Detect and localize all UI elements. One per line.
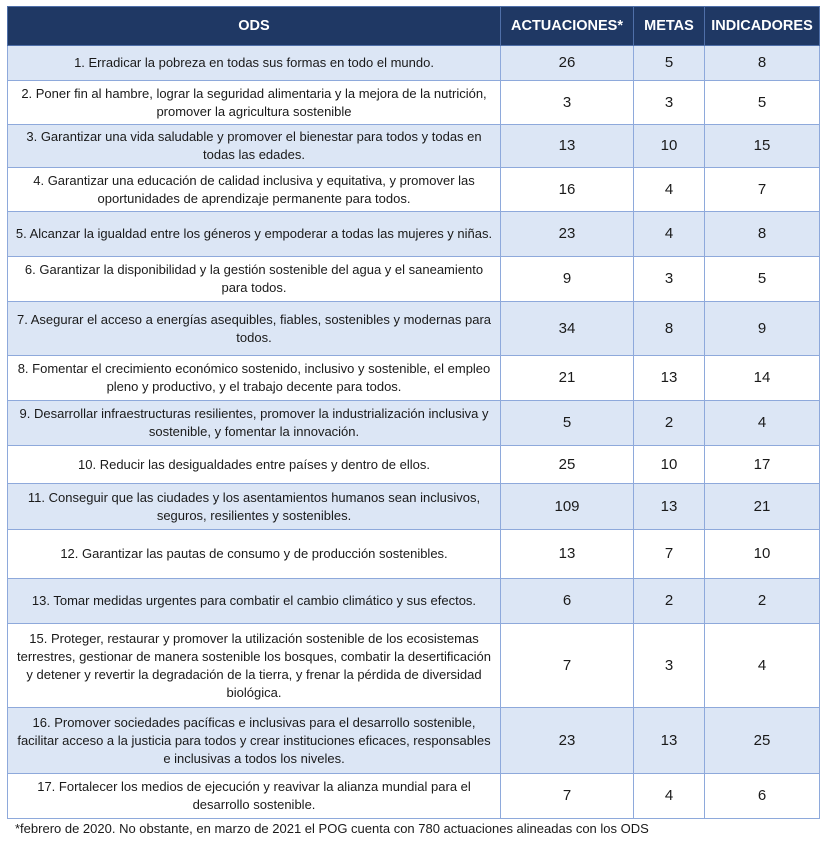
- metas-cell: 13: [634, 708, 705, 774]
- metas-cell: 3: [634, 81, 705, 125]
- indicadores-cell: 8: [705, 212, 820, 257]
- footnote: *febrero de 2020. No obstante, en marzo de 2021 el POG cuenta con 780 actuaciones alineadas con los ODS: [15, 821, 649, 836]
- ods-cell: 9. Desarrollar infraestructuras resilientes, promover la industrialización inclusiva y sostenible, y fomentar la innovación.: [8, 401, 501, 446]
- indicadores-cell: 10: [705, 530, 820, 579]
- actuaciones-cell: 9: [501, 257, 634, 302]
- actuaciones-cell: 7: [501, 774, 634, 819]
- metas-cell: 4: [634, 774, 705, 819]
- actuaciones-cell: 5: [501, 401, 634, 446]
- table-row: [8, 708, 820, 774]
- indicadores-cell: 4: [705, 624, 820, 708]
- ods-cell: 6. Garantizar la disponibilidad y la gestión sostenible del agua y el saneamiento para todos.: [8, 257, 501, 302]
- table-row: [8, 257, 820, 302]
- metas-cell: 3: [634, 257, 705, 302]
- indicadores-cell: 25: [705, 708, 820, 774]
- table-row: [8, 401, 820, 446]
- ods-cell: 12. Garantizar las pautas de consumo y de producción sostenibles.: [8, 530, 501, 579]
- metas-cell: 2: [634, 579, 705, 624]
- actuaciones-cell: 23: [501, 708, 634, 774]
- ods-cell: 10. Reducir las desigualdades entre países y dentro de ellos.: [8, 446, 501, 484]
- ods-table-container: [7, 6, 820, 819]
- indicadores-cell: 21: [705, 484, 820, 530]
- metas-cell: 2: [634, 401, 705, 446]
- actuaciones-cell: 6: [501, 579, 634, 624]
- metas-cell: 4: [634, 212, 705, 257]
- header-ods: ODS: [8, 7, 501, 46]
- ods-cell: 13. Tomar medidas urgentes para combatir el cambio climático y sus efectos.: [8, 579, 501, 624]
- metas-cell: 5: [634, 46, 705, 81]
- ods-cell: 5. Alcanzar la igualdad entre los géneros y empoderar a todas las mujeres y niñas.: [8, 212, 501, 257]
- header-actuaciones: ACTUACIONES*: [501, 7, 634, 46]
- ods-cell: 3. Garantizar una vida saludable y promover el bienestar para todos y todas en todas las edades.: [8, 125, 501, 168]
- table-row: [8, 446, 820, 484]
- metas-cell: 13: [634, 356, 705, 401]
- metas-cell: 10: [634, 446, 705, 484]
- indicadores-cell: 7: [705, 168, 820, 212]
- table-row: [8, 484, 820, 530]
- indicadores-cell: 9: [705, 302, 820, 356]
- actuaciones-cell: 13: [501, 530, 634, 579]
- ods-cell: 17. Fortalecer los medios de ejecución y reavivar la alianza mundial para el desarrollo sostenible.: [8, 774, 501, 819]
- table-row: [8, 46, 820, 81]
- ods-table: [7, 6, 820, 819]
- actuaciones-cell: 13: [501, 125, 634, 168]
- actuaciones-cell: 25: [501, 446, 634, 484]
- indicadores-cell: 8: [705, 46, 820, 81]
- actuaciones-cell: 21: [501, 356, 634, 401]
- table-row: [8, 774, 820, 819]
- indicadores-cell: 2: [705, 579, 820, 624]
- actuaciones-cell: 109: [501, 484, 634, 530]
- metas-cell: 8: [634, 302, 705, 356]
- table-header-row: [8, 7, 820, 46]
- table-row: [8, 579, 820, 624]
- table-row: [8, 530, 820, 579]
- metas-cell: 3: [634, 624, 705, 708]
- indicadores-cell: 14: [705, 356, 820, 401]
- actuaciones-cell: 26: [501, 46, 634, 81]
- table-row: [8, 302, 820, 356]
- header-indicadores: INDICADORES: [705, 7, 820, 46]
- header-metas: METAS: [634, 7, 705, 46]
- indicadores-cell: 5: [705, 257, 820, 302]
- metas-cell: 4: [634, 168, 705, 212]
- table-row: [8, 168, 820, 212]
- actuaciones-cell: 23: [501, 212, 634, 257]
- ods-cell: 2. Poner fin al hambre, lograr la seguridad alimentaria y la mejora de la nutrición, promover la agricultura sostenible: [8, 81, 501, 125]
- ods-cell: 1. Erradicar la pobreza en todas sus formas en todo el mundo.: [8, 46, 501, 81]
- indicadores-cell: 17: [705, 446, 820, 484]
- ods-cell: 8. Fomentar el crecimiento económico sostenido, inclusivo y sostenible, el empleo pleno y productivo, y el trabajo decente para todos.: [8, 356, 501, 401]
- ods-cell: 16. Promover sociedades pacíficas e inclusivas para el desarrollo sostenible, facilitar acceso a la justicia para todos y crear instituciones eficaces, responsables e inclusivas a todos los niveles.: [8, 708, 501, 774]
- ods-cell: 7. Asegurar el acceso a energías asequibles, fiables, sostenibles y modernas para todos.: [8, 302, 501, 356]
- actuaciones-cell: 34: [501, 302, 634, 356]
- metas-cell: 13: [634, 484, 705, 530]
- indicadores-cell: 5: [705, 81, 820, 125]
- table-row: [8, 624, 820, 708]
- metas-cell: 7: [634, 530, 705, 579]
- ods-cell: 4. Garantizar una educación de calidad inclusiva y equitativa, y promover las oportunidades de aprendizaje permanente para todos.: [8, 168, 501, 212]
- actuaciones-cell: 3: [501, 81, 634, 125]
- indicadores-cell: 15: [705, 125, 820, 168]
- actuaciones-cell: 7: [501, 624, 634, 708]
- table-row: [8, 125, 820, 168]
- indicadores-cell: 4: [705, 401, 820, 446]
- table-row: [8, 81, 820, 125]
- ods-cell: 15. Proteger, restaurar y promover la utilización sostenible de los ecosistemas terrestres, gestionar de manera sostenible los bosques, combatir la desertificación y detener y revertir la degradación de la tierra, y frenar la pérdida de diversidad biológica.: [8, 624, 501, 708]
- table-row: [8, 212, 820, 257]
- table-row: [8, 356, 820, 401]
- actuaciones-cell: 16: [501, 168, 634, 212]
- metas-cell: 10: [634, 125, 705, 168]
- ods-cell: 11. Conseguir que las ciudades y los asentamientos humanos sean inclusivos, seguros, resilientes y sostenibles.: [8, 484, 501, 530]
- indicadores-cell: 6: [705, 774, 820, 819]
